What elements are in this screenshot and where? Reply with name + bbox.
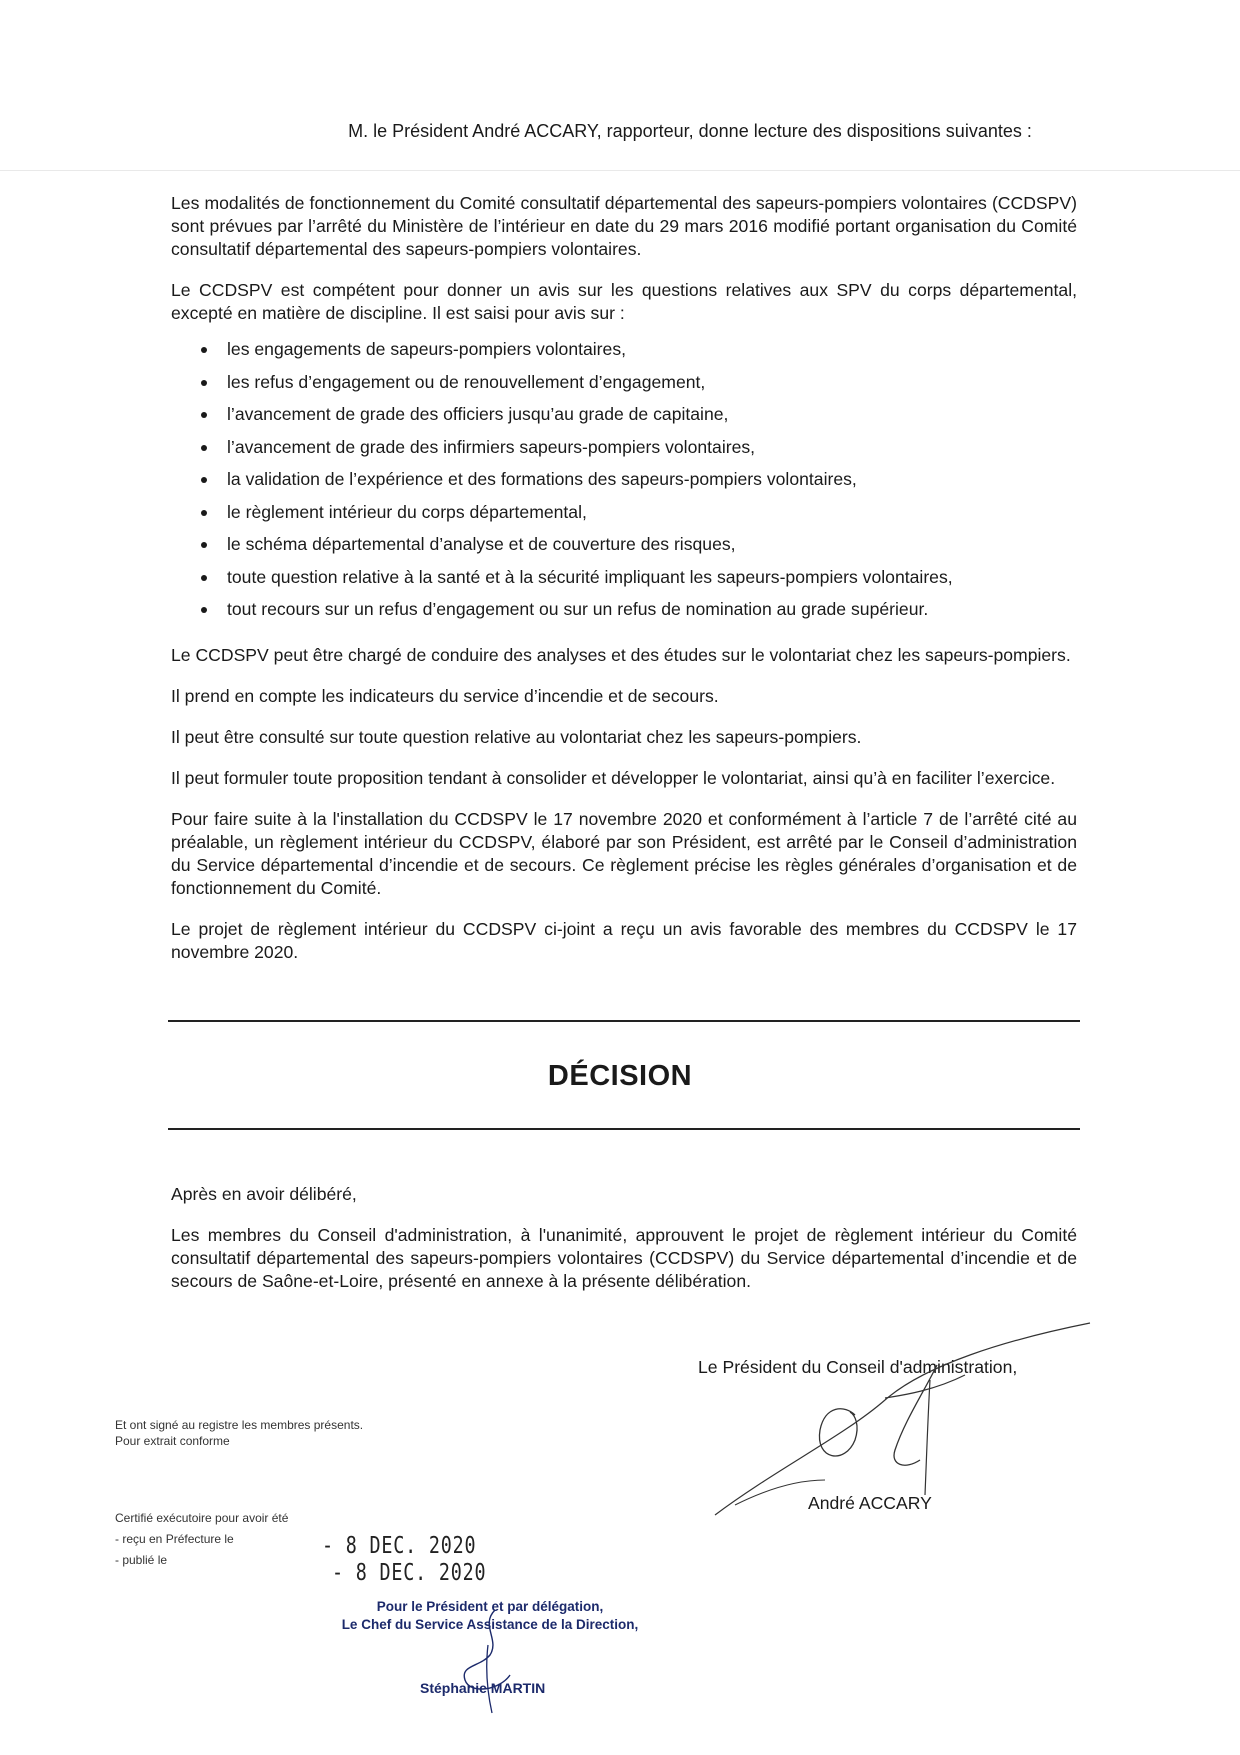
attributions-list — [171, 333, 1077, 626]
paragraph: Le CCDSPV est compétent pour donner un avis sur les questions relatives aux SPV du corps départemental, excepté en matière de discipline. Il est saisi pour avis sur : — [171, 280, 1077, 323]
paragraph: Le projet de règlement intérieur du CCDSPV ci-joint a reçu un avis favorable des membres du CCDSPV le 17 novembre 2020. — [171, 918, 1077, 962]
paragraph: Les membres du Conseil d'administration, à l'unanimité, approuvent le projet de règlement intérieur du Comité consultatif départemental des sapeurs-pompiers volontaires (CCDSPV) du Service départemental d’incendie et de secours de Saône-et-Loire, présenté en annexe à la présente délibération. — [171, 1225, 1077, 1291]
paragraph: Les modalités de fonctionnement du Comité consultatif départemental des sapeurs-pompiers volontaires (CCDSPV) sont prévues par l’arrêté du Ministère de l’intérieur en date du 29 mars 2016 modifié portant organisation du Comité consultatif départemental des sapeurs-pompiers volontaires. — [171, 193, 1077, 259]
decision-heading: DÉCISION — [547, 1060, 693, 1092]
certification-line: - publié le — [115, 1553, 168, 1567]
paragraph: Après en avoir délibéré, — [171, 1184, 357, 1204]
publication-date-stamp: - 8 DEC. 2020 — [332, 1560, 487, 1586]
stamp-line: Pour le Président et par délégation, — [376, 1599, 604, 1614]
certification-note — [115, 1510, 288, 1568]
prefecture-date-stamp: - 8 DEC. 2020 — [322, 1533, 477, 1559]
certification-line: - reçu en Préfecture le — [115, 1532, 234, 1546]
decision-body — [171, 1183, 1077, 1311]
paragraph: Il peut être consulté sur toute question relative au volontariat chez les sapeurs-pompiers. — [171, 726, 862, 747]
delegate-name: Stéphanie MARTIN — [420, 1680, 546, 1696]
list-item: l’avancement de grade des officiers jusqu’au grade de capitaine, — [171, 398, 1077, 431]
president-signature-icon — [705, 1320, 1105, 1520]
intro-text: M. le Président André ACCARY, rapporteur, donne lecture des dispositions suivantes : — [348, 121, 1032, 141]
registry-line: Et ont signé au registre les membres présents. — [115, 1418, 364, 1432]
list-item: le règlement intérieur du corps départemental, — [171, 496, 1077, 529]
paragraph: Le CCDSPV peut être chargé de conduire des analyses et des études sur le volontariat chez les sapeurs-pompiers. — [171, 644, 1071, 665]
dispositions-body — [171, 192, 1077, 982]
list-item: les engagements de sapeurs-pompiers volontaires, — [171, 333, 1077, 366]
president-title: Le Président du Conseil d'administration, — [698, 1357, 1018, 1377]
intro-line — [0, 121, 1240, 142]
paragraph: Pour faire suite à la l'installation du CCDSPV le 17 novembre 2020 et conformément à l’article 7 de l’arrêté cité au préalable, un règlement intérieur du CCDSPV, élaboré par son Président, est arrêté par le Conseil d’administration du Service départemental d’incendie et de secours. Ce règlement précise les règles générales d’organisation et de fonctionnement du Comité. — [171, 808, 1077, 898]
registry-note — [115, 1417, 363, 1449]
paragraph: Il peut formuler toute proposition tendant à consolider et développer le volontariat, ainsi qu’à en faciliter l’exercice. — [171, 767, 1056, 788]
list-item: les refus d’engagement ou de renouvellement d’engagement, — [171, 366, 1077, 399]
paragraph: Il prend en compte les indicateurs du service d’incendie et de secours. — [171, 685, 719, 706]
list-item: le schéma départemental d’analyse et de couverture des risques, — [171, 528, 1077, 561]
registry-line: Pour extrait conforme — [115, 1434, 230, 1448]
president-name: André ACCARY — [808, 1493, 932, 1513]
list-item: la validation de l’expérience et des formations des sapeurs-pompiers volontaires, — [171, 463, 1077, 496]
list-item: tout recours sur un refus d’engagement ou sur un refus de nomination au grade supérieur. — [171, 593, 1077, 626]
header-divider — [0, 170, 1240, 171]
delegate-signature-icon — [440, 1605, 530, 1715]
decision-bottom-rule — [168, 1128, 1080, 1130]
list-item: toute question relative à la santé et à la sécurité impliquant les sapeurs-pompiers volontaires, — [171, 561, 1077, 594]
stamp-line: Le Chef du Service Assistance de la Direction, — [341, 1617, 639, 1632]
certification-line: Certifié exécutoire pour avoir été — [115, 1511, 289, 1525]
list-item: l’avancement de grade des infirmiers sapeurs-pompiers volontaires, — [171, 431, 1077, 464]
decision-top-rule — [168, 1020, 1080, 1022]
